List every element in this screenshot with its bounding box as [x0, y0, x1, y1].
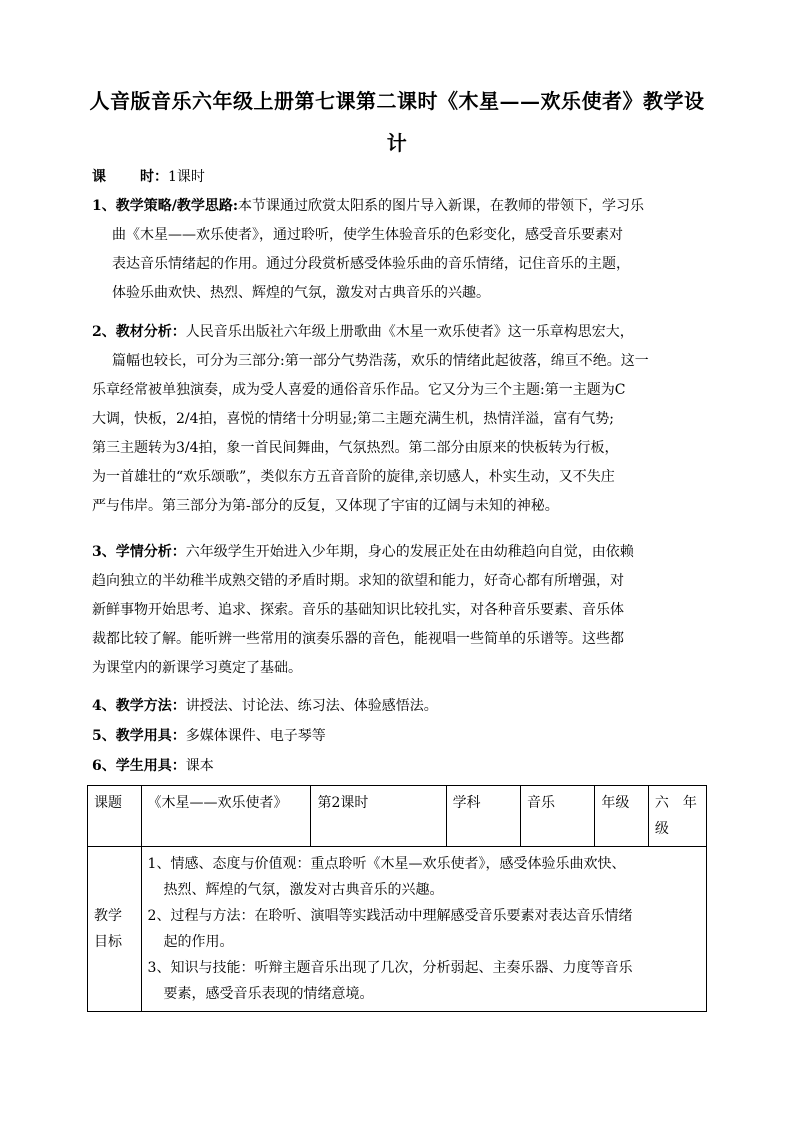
section-student-tools [92, 752, 706, 781]
section-line: 第三主题转为3/4拍，象一首民间舞曲，气氛热烈。第二部分由原来的快板转为行板， [92, 440, 619, 456]
section-head: 2、教材分析： [92, 324, 186, 340]
section-head: 6、学生用具： [92, 758, 186, 774]
section-head: 3、学情分析： [92, 544, 186, 560]
cell-subject-value: 音乐 [520, 786, 594, 847]
document-title: 人音版音乐六年级上册第七课第二课时《木星——欢乐使者》教学设计 [89, 89, 705, 155]
goal-line: 热烈、辉煌的气氛，激发对古典音乐的兴趣。 [163, 882, 444, 898]
section-line: 曲《木星——欢乐使者》，通过聆听，使学生体验音乐的色彩变化，感受音乐要素对 [112, 227, 623, 243]
section-text: 多媒体课件、电子琴等 [185, 728, 326, 744]
cell-goal-label: 教学目标 [88, 847, 142, 1012]
section-line: 趋向独立的半幼稚半成熟交错的矛盾时期。求知的欲望和能力，好奇心都有所增强，对 [92, 573, 624, 589]
section-line: 为一首雄壮的“欢乐颂歌”，类似东方五音音阶的旋律,亲切感人，朴实生动，又不失庄 [92, 469, 615, 485]
section-line: 严与伟岸。第三部分为第-部分的反复，又体现了宇宙的辽阔与未知的神秘。 [92, 498, 559, 514]
cell-grade-label: 年级 [595, 786, 649, 847]
section-teaching-method [92, 692, 706, 721]
section-text: 本节课通过欣赏太阳系的图片导入新课，在教师的带领下，学习乐 [238, 198, 645, 214]
goal-line: 3、知识与技能：听辩主题音乐出现了几次，分析弱起、主奏乐器、力度等音乐 [147, 960, 633, 976]
cell-period: 第2课时 [311, 786, 446, 847]
table-row [88, 847, 707, 1012]
section-student-analysis [92, 538, 706, 683]
section-line: 新鲜事物开始思考、追求、探索。音乐的基础知识比较扎实，对各种音乐要素、音乐体 [92, 602, 624, 618]
cell-title-label: 课题 [88, 786, 142, 847]
goal-line: 2、过程与方法：在聆听、演唱等实践活动中理解感受音乐要素对表达音乐情绪 [147, 908, 633, 924]
section-line: 大调，快板，2/4拍，喜悦的情绪十分明显;第二主题充满生机，热情洋溢，富有气势; [92, 411, 614, 427]
cell-goal-content [141, 847, 706, 1012]
lesson-duration [92, 166, 205, 186]
cell-subject-label: 学科 [446, 786, 520, 847]
section-material-analysis [92, 318, 706, 521]
section-teaching-strategy [92, 192, 706, 308]
section-line: 乐章经常被单独演奏，成为受人喜爱的通俗音乐作品。它又分为三个主题:第一主题为C [92, 382, 626, 398]
section-head: 5、教学用具： [92, 728, 186, 744]
section-head: 4、教学方法： [92, 698, 186, 714]
lesson-value: 1课时 [168, 169, 205, 185]
goal-line: 1、情感、态度与价值观：重点聆听《木星—欢乐使者》，感受体验乐曲欢快、 [147, 856, 626, 872]
lesson-info-table [87, 785, 707, 1012]
section-line: 篇幅也较长，可分为三部分:第一部分气势浩荡，欢乐的情绪此起彼落，绵亘不绝。这一 [112, 353, 649, 369]
section-teaching-tools [92, 722, 706, 751]
section-line: 为课堂内的新课学习奠定了基础。 [92, 660, 302, 676]
goal-line: 要素，感受音乐表现的情绪意境。 [163, 986, 374, 1002]
section-line: 裁都比较了解。能听辨一些常用的演奏乐器的音色，能视唱一些简单的乐谱等。这些都 [92, 631, 624, 647]
lesson-label-2: 时： [140, 169, 168, 185]
section-head: 1、教学策略/教学思路: [92, 198, 239, 214]
section-text: 人民音乐出版社六年级上册歌曲《木星一欢乐使者》这一乐章构思宏大， [185, 324, 634, 340]
section-text: 讲授法、讨论法、练习法、体验感悟法。 [185, 698, 438, 714]
section-line: 表达音乐情绪起的作用。通过分段赏析感受体验乐曲的音乐情绪，记住音乐的主题， [112, 256, 630, 272]
table-row [88, 786, 707, 847]
cell-grade-value: 六 年级 [648, 786, 706, 847]
section-text: 课本 [185, 758, 214, 774]
section-line: 体验乐曲欢快、热烈、辉煌的气氛，激发对古典音乐的兴趣。 [112, 285, 490, 301]
cell-title-value: 《木星——欢乐使者》 [141, 786, 311, 847]
lesson-label: 课 [92, 169, 106, 185]
section-text: 六年级学生开始进入少年期，身心的发展正处在由幼稚趋向自觉，由依赖 [185, 544, 634, 560]
goal-line: 起的作用。 [163, 934, 234, 950]
